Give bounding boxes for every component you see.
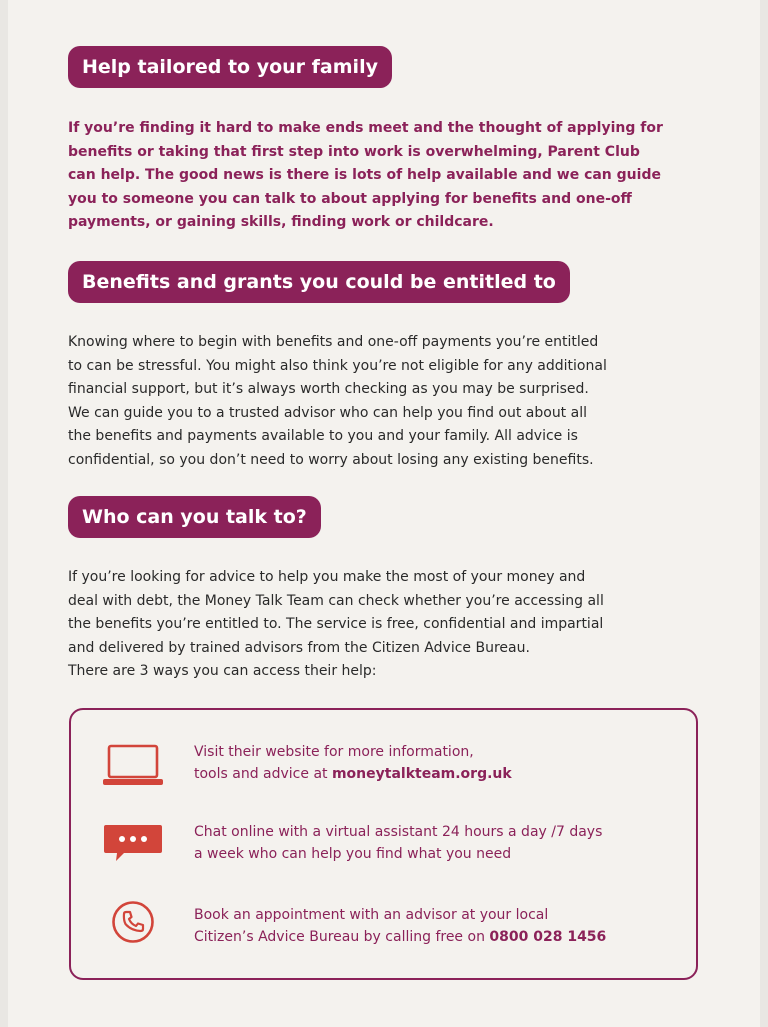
way-phone-text — [194, 904, 674, 948]
heading-help-tailored: Help tailored to your family — [68, 46, 392, 88]
heading-who-can-you-talk-to: Who can you talk to? — [68, 496, 321, 538]
website-link[interactable]: moneytalkteam.org.uk — [331, 766, 512, 782]
body-line: If you’re looking for advice to help you make the most of your money and — [68, 569, 586, 585]
intro-line: benefits or taking that first step into work is overwhelming, Parent Club — [68, 143, 640, 160]
way-line-prefix: tools and advice at — [194, 766, 332, 782]
body-line: the benefits you’re entitled to. The service is free, confidential and impartial — [68, 616, 604, 632]
body-line: deal with debt, the Money Talk Team can check whether you’re accessing all — [68, 592, 604, 609]
intro-paragraph — [68, 117, 678, 235]
way-line-prefix: Citizen’s Advice Bureau by calling free on — [194, 929, 490, 945]
body-line: to can be stressful. You might also think you’re not eligible for any additional — [68, 357, 607, 374]
way-website-text — [194, 741, 674, 785]
phone-icon — [111, 900, 155, 948]
intro-line: payments, or gaining skills, finding work or childcare. — [68, 214, 494, 230]
way-line: a week who can help you find what you need — [194, 846, 512, 862]
body-line: We can guide you to a trusted advisor who can help you find out about all — [68, 404, 587, 421]
intro-line: If you’re finding it hard to make ends meet and the thought of applying for — [68, 120, 663, 136]
chat-icon — [102, 823, 164, 867]
who-paragraph — [68, 566, 678, 684]
ways-to-access-box — [69, 708, 698, 980]
heading-benefits-grants: Benefits and grants you could be entitled to — [68, 261, 570, 303]
phone-number-link[interactable]: 0800 028 1456 — [489, 929, 607, 945]
intro-line: can help. The good news is there is lots of help available and we can guide — [68, 167, 661, 183]
body-line: confidential, so you don’t need to worry about losing any existing benefits. — [68, 451, 594, 468]
way-line: Visit their website for more information, — [194, 744, 474, 760]
way-line — [194, 926, 674, 948]
body-line: the benefits and payments available to you and your family. All advice is — [68, 428, 578, 444]
body-line: There are 3 ways you can access their help: — [68, 663, 377, 679]
benefits-paragraph — [68, 331, 678, 472]
way-chat-text — [194, 821, 674, 865]
intro-line: you to someone you can talk to about applying for benefits and one-off — [68, 190, 632, 207]
way-line — [194, 763, 674, 785]
laptop-icon — [102, 743, 164, 791]
leaflet-page — [8, 0, 760, 1027]
body-line: and delivered by trained advisors from the Citizen Advice Bureau. — [68, 639, 530, 656]
way-line: Book an appointment with an advisor at your local — [194, 907, 549, 923]
body-line: Knowing where to begin with benefits and one-off payments you’re entitled — [68, 334, 599, 350]
body-line: financial support, but it’s always worth checking as you may be surprised. — [68, 381, 589, 397]
way-line: Chat online with a virtual assistant 24 hours a day /7 days — [194, 824, 603, 840]
